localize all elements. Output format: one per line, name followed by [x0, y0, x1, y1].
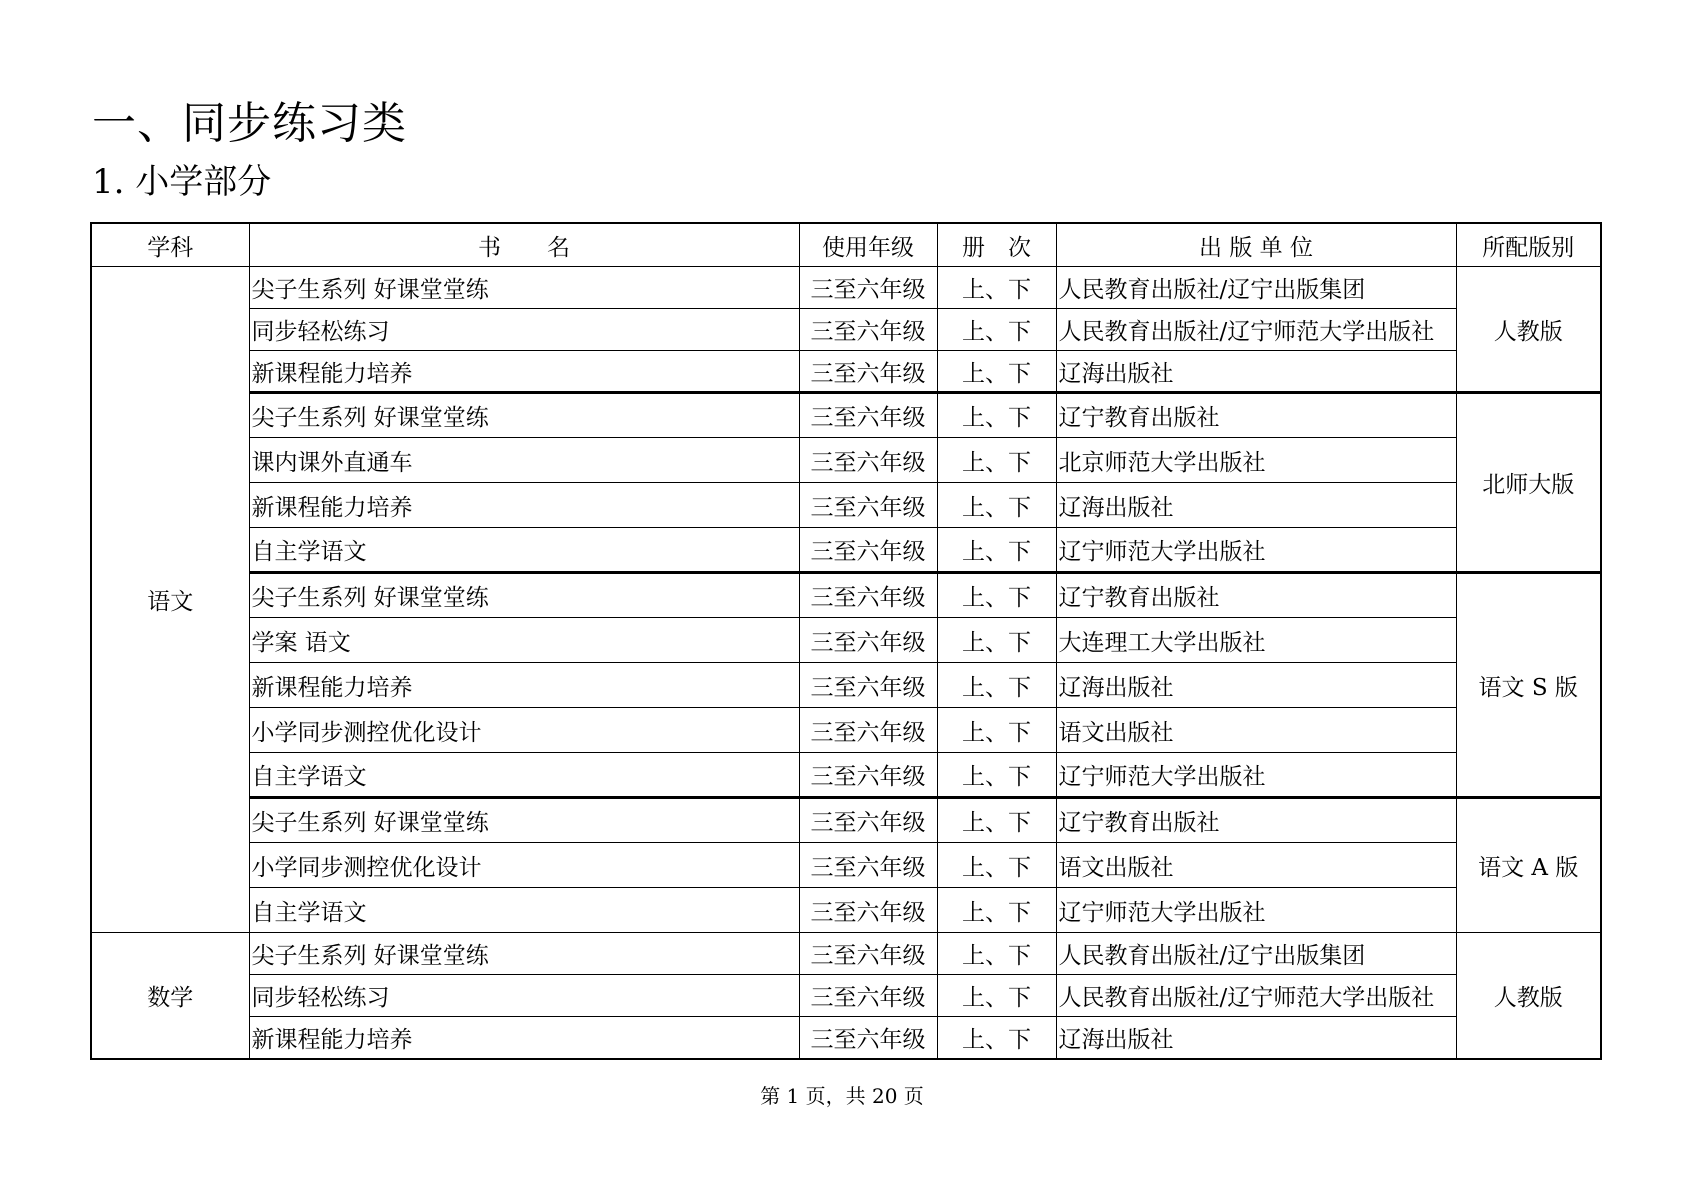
grade-cell: 三至六年级 [799, 975, 937, 1017]
table-row [91, 753, 1601, 798]
volume-cell: 上、下 [937, 708, 1056, 753]
publisher-cell: 辽宁教育出版社 [1056, 798, 1456, 843]
volume-cell: 上、下 [937, 975, 1056, 1017]
book-name-cell: 小学同步测控优化设计 [249, 708, 799, 753]
table-row [91, 843, 1601, 888]
page-footer: 第 1 页，共 20 页 [760, 1084, 924, 1108]
publisher-cell: 辽宁师范大学出版社 [1056, 888, 1456, 933]
grade-cell: 三至六年级 [799, 708, 937, 753]
grade-cell: 三至六年级 [799, 843, 937, 888]
volume-cell: 上、下 [937, 351, 1056, 393]
volume-cell: 上、下 [937, 1017, 1056, 1059]
table-row [91, 933, 1601, 975]
publisher-cell: 语文出版社 [1056, 708, 1456, 753]
volume-cell: 上、下 [937, 267, 1056, 309]
publisher-cell: 人民教育出版社/辽宁出版集团 [1056, 267, 1456, 309]
edition-cell: 人教版 [1456, 267, 1601, 393]
table-row [91, 483, 1601, 528]
book-name-cell: 同步轻松练习 [249, 975, 799, 1017]
publisher-cell: 人民教育出版社/辽宁师范大学出版社 [1056, 975, 1456, 1017]
book-name-cell: 自主学语文 [249, 888, 799, 933]
book-name-cell: 新课程能力培养 [249, 483, 799, 528]
edition-cell: 语文 A 版 [1456, 798, 1601, 933]
publisher-cell: 人民教育出版社/辽宁师范大学出版社 [1056, 309, 1456, 351]
subsection-title: 1. 小学部分 [92, 162, 272, 202]
volume-cell: 上、下 [937, 483, 1056, 528]
book-name-cell: 自主学语文 [249, 528, 799, 573]
publisher-cell: 辽宁师范大学出版社 [1056, 528, 1456, 573]
book-name-cell: 课内课外直通车 [249, 438, 799, 483]
publisher-cell: 北京师范大学出版社 [1056, 438, 1456, 483]
publisher-cell: 辽宁师范大学出版社 [1056, 753, 1456, 798]
volume-cell: 上、下 [937, 309, 1056, 351]
volume-cell: 上、下 [937, 528, 1056, 573]
volume-cell: 上、下 [937, 933, 1056, 975]
grade-cell: 三至六年级 [799, 753, 937, 798]
section-title: 一、同步练习类 [92, 98, 407, 149]
grade-cell: 三至六年级 [799, 309, 937, 351]
volume-cell: 上、下 [937, 618, 1056, 663]
table-row [91, 1017, 1601, 1059]
publisher-cell: 辽海出版社 [1056, 351, 1456, 393]
table-row [91, 888, 1601, 933]
publisher-cell: 辽海出版社 [1056, 483, 1456, 528]
header-publisher: 出 版 单 位 [1056, 223, 1456, 267]
book-name-cell: 尖子生系列 好课堂堂练 [249, 933, 799, 975]
volume-cell: 上、下 [937, 393, 1056, 438]
publisher-cell: 辽宁教育出版社 [1056, 573, 1456, 618]
book-name-cell: 尖子生系列 好课堂堂练 [249, 798, 799, 843]
table-row [91, 267, 1601, 309]
volume-cell: 上、下 [937, 438, 1056, 483]
book-name-cell: 学案 语文 [249, 618, 799, 663]
volume-cell: 上、下 [937, 888, 1056, 933]
grade-cell: 三至六年级 [799, 438, 937, 483]
grade-cell: 三至六年级 [799, 267, 937, 309]
grade-cell: 三至六年级 [799, 798, 937, 843]
table-row [91, 618, 1601, 663]
grade-cell: 三至六年级 [799, 888, 937, 933]
book-name-cell: 新课程能力培养 [249, 663, 799, 708]
volume-cell: 上、下 [937, 753, 1056, 798]
table-row [91, 975, 1601, 1017]
header-volume: 册 次 [937, 223, 1056, 267]
publisher-cell: 语文出版社 [1056, 843, 1456, 888]
book-name-cell: 新课程能力培养 [249, 1017, 799, 1059]
table-row [91, 393, 1601, 438]
book-name-cell: 尖子生系列 好课堂堂练 [249, 573, 799, 618]
grade-cell: 三至六年级 [799, 933, 937, 975]
textbook-table [90, 222, 1602, 1060]
table-row [91, 663, 1601, 708]
edition-cell: 人教版 [1456, 933, 1601, 1059]
publisher-cell: 大连理工大学出版社 [1056, 618, 1456, 663]
table-row [91, 573, 1601, 618]
table-row [91, 309, 1601, 351]
volume-cell: 上、下 [937, 573, 1056, 618]
table-row [91, 798, 1601, 843]
table-body [91, 267, 1601, 1059]
grade-cell: 三至六年级 [799, 573, 937, 618]
table-header-row [91, 223, 1601, 267]
book-name-cell: 新课程能力培养 [249, 351, 799, 393]
header-book-name: 书 名 [249, 223, 799, 267]
header-edition: 所配版别 [1456, 223, 1601, 267]
grade-cell: 三至六年级 [799, 663, 937, 708]
edition-cell: 语文 S 版 [1456, 573, 1601, 798]
edition-cell: 北师大版 [1456, 393, 1601, 573]
book-name-cell: 尖子生系列 好课堂堂练 [249, 393, 799, 438]
grade-cell: 三至六年级 [799, 393, 937, 438]
book-name-cell: 尖子生系列 好课堂堂练 [249, 267, 799, 309]
header-grade: 使用年级 [799, 223, 937, 267]
publisher-cell: 人民教育出版社/辽宁出版集团 [1056, 933, 1456, 975]
table-row [91, 438, 1601, 483]
grade-cell: 三至六年级 [799, 483, 937, 528]
book-name-cell: 小学同步测控优化设计 [249, 843, 799, 888]
book-name-cell: 同步轻松练习 [249, 309, 799, 351]
publisher-cell: 辽宁教育出版社 [1056, 393, 1456, 438]
subject-cell: 语文 [91, 267, 249, 933]
subject-cell: 数学 [91, 933, 249, 1059]
volume-cell: 上、下 [937, 798, 1056, 843]
volume-cell: 上、下 [937, 663, 1056, 708]
publisher-cell: 辽海出版社 [1056, 663, 1456, 708]
volume-cell: 上、下 [937, 843, 1056, 888]
table-row [91, 528, 1601, 573]
grade-cell: 三至六年级 [799, 1017, 937, 1059]
header-subject: 学科 [91, 223, 249, 267]
book-name-cell: 自主学语文 [249, 753, 799, 798]
grade-cell: 三至六年级 [799, 618, 937, 663]
grade-cell: 三至六年级 [799, 351, 937, 393]
table-row [91, 351, 1601, 393]
table-row [91, 708, 1601, 753]
publisher-cell: 辽海出版社 [1056, 1017, 1456, 1059]
grade-cell: 三至六年级 [799, 528, 937, 573]
